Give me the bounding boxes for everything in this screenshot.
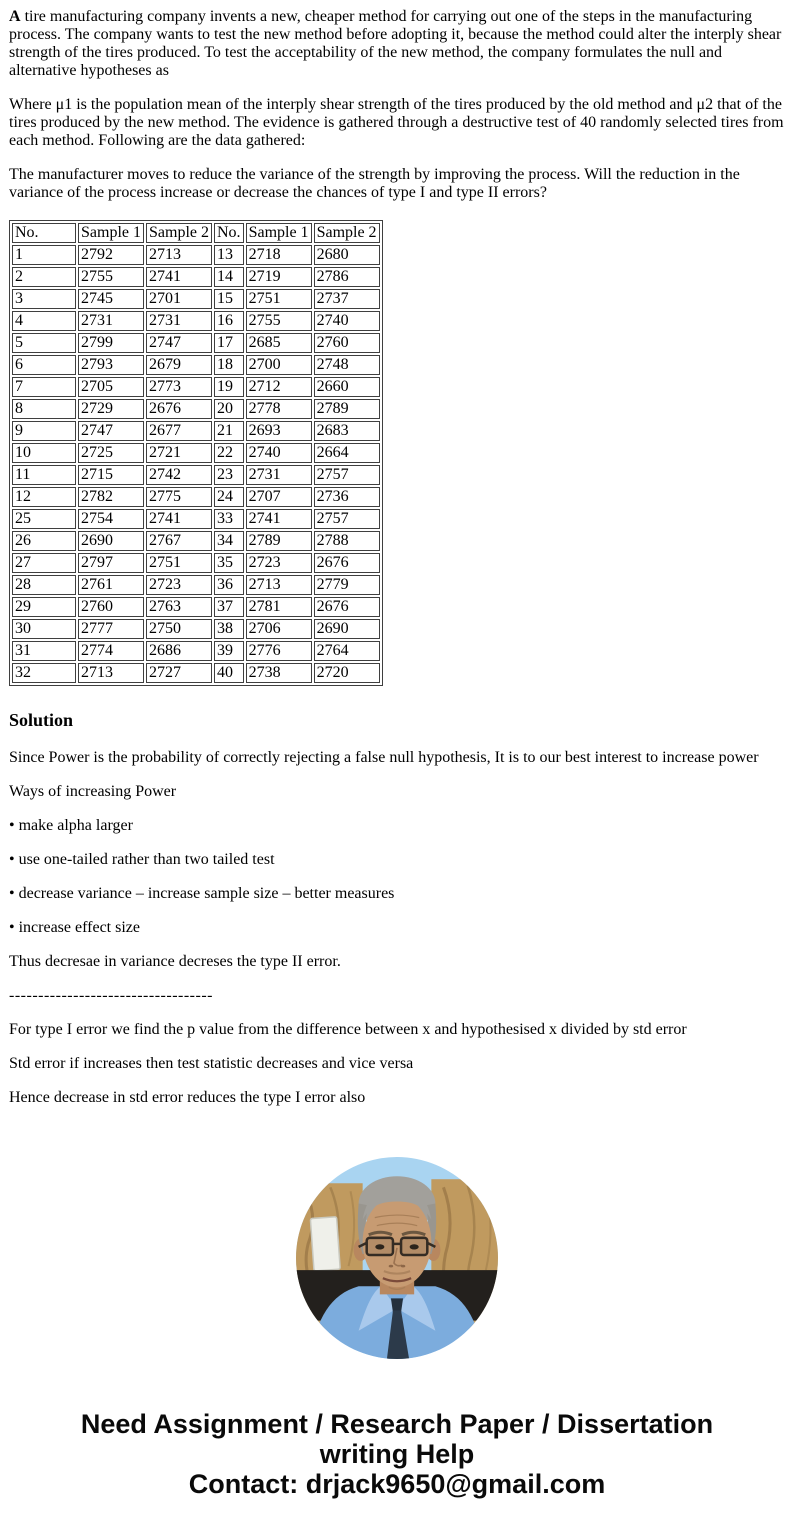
table-cell: 5 xyxy=(12,333,76,353)
solution-bullet-1: • make alpha larger xyxy=(9,817,133,834)
tutor-photo-container xyxy=(9,1157,785,1359)
table-cell: 3 xyxy=(12,289,76,309)
table-cell: 2738 xyxy=(246,663,312,683)
table-cell: 18 xyxy=(214,355,244,375)
table-cell: 33 xyxy=(214,509,244,529)
table-cell: 2690 xyxy=(78,531,144,551)
table-row xyxy=(12,443,380,463)
table-header-cell: Sample 2 xyxy=(314,223,380,243)
table-cell: 16 xyxy=(214,311,244,331)
table-cell: 2676 xyxy=(146,399,212,419)
table-cell: 2755 xyxy=(78,267,144,287)
table-cell: 2705 xyxy=(78,377,144,397)
table-cell: 2723 xyxy=(146,575,212,595)
table-cell: 17 xyxy=(214,333,244,353)
table-cell: 2680 xyxy=(314,245,380,265)
table-header-cell: No. xyxy=(214,223,244,243)
solution-paragraph-hence: Hence decrease in std error reduces the type I error also xyxy=(9,1089,366,1106)
footer-promo-text xyxy=(9,1409,785,1499)
table-row xyxy=(12,223,380,243)
table-cell: 2693 xyxy=(246,421,312,441)
table-cell: 2760 xyxy=(314,333,380,353)
table-cell: 2747 xyxy=(78,421,144,441)
table-cell: 2737 xyxy=(314,289,380,309)
table-cell: 2660 xyxy=(314,377,380,397)
table-cell: 2664 xyxy=(314,443,380,463)
table-cell: 2792 xyxy=(78,245,144,265)
table-cell: 2751 xyxy=(146,553,212,573)
table-cell: 35 xyxy=(214,553,244,573)
table-cell: 37 xyxy=(214,597,244,617)
photo-tie-knot xyxy=(391,1298,403,1312)
table-row xyxy=(12,333,380,353)
photo-switch-plate xyxy=(310,1217,340,1271)
table-cell: 2723 xyxy=(246,553,312,573)
table-cell: 2786 xyxy=(314,267,380,287)
table-cell: 2718 xyxy=(246,245,312,265)
table-cell: 28 xyxy=(12,575,76,595)
table-cell: 2725 xyxy=(78,443,144,463)
table-cell: 2713 xyxy=(246,575,312,595)
table-cell: 2715 xyxy=(78,465,144,485)
table-cell: 2779 xyxy=(314,575,380,595)
table-cell: 2760 xyxy=(78,597,144,617)
table-row xyxy=(12,619,380,639)
footer-line-2: writing Help xyxy=(319,1439,475,1469)
table-cell: 2777 xyxy=(78,619,144,639)
table-row xyxy=(12,421,380,441)
table-cell: 11 xyxy=(12,465,76,485)
intro-paragraph-1 xyxy=(9,8,785,80)
solution-bullet-2: • use one-tailed rather than two tailed test xyxy=(9,851,275,868)
tutor-portrait-photo xyxy=(296,1157,498,1359)
table-cell: 10 xyxy=(12,443,76,463)
table-cell: 2775 xyxy=(146,487,212,507)
table-row xyxy=(12,487,380,507)
table-row xyxy=(12,641,380,661)
table-cell: 2731 xyxy=(78,311,144,331)
table-cell: 9 xyxy=(12,421,76,441)
table-cell: 2757 xyxy=(314,509,380,529)
table-header-row xyxy=(12,223,380,243)
table-cell: 2727 xyxy=(146,663,212,683)
solution-paragraph-stderror: Std error if increases then test statistic decreases and vice versa xyxy=(9,1055,414,1072)
table-cell: 2741 xyxy=(146,509,212,529)
table-cell: 2763 xyxy=(146,597,212,617)
table-cell: 2729 xyxy=(78,399,144,419)
table-cell: 2679 xyxy=(146,355,212,375)
table-cell: 2776 xyxy=(246,641,312,661)
table-row xyxy=(12,399,380,419)
table-cell: 8 xyxy=(12,399,76,419)
table-cell: 2721 xyxy=(146,443,212,463)
table-cell: 2736 xyxy=(314,487,380,507)
table-header-cell: Sample 1 xyxy=(246,223,312,243)
solution-bullet-3: • decrease variance – increase sample size – better measures xyxy=(9,885,395,902)
intro-paragraph-2: Where μ1 is the population mean of the interply shear strength of the tires produced by the old method and μ2 that of the tires produced by the new method. The evidence is gathered through a destructive test of 40 randomly selected tires from each method. Following are the data gathered: xyxy=(9,96,784,149)
footer-line-1: Need Assignment / Research Paper / Dissertation xyxy=(80,1409,714,1439)
table-cell: 2788 xyxy=(314,531,380,551)
footer-contact-email: Contact: drjack9650@gmail.com xyxy=(188,1469,606,1499)
table-header-cell: Sample 2 xyxy=(146,223,212,243)
table-cell: 22 xyxy=(214,443,244,463)
solution-paragraph-type1: For type I error we find the p value from the difference between x and hypothesised x divided by std error xyxy=(9,1021,687,1038)
table-cell: 2713 xyxy=(146,245,212,265)
solution-paragraph-ways: Ways of increasing Power xyxy=(9,783,177,800)
table-cell: 19 xyxy=(214,377,244,397)
data-table xyxy=(9,220,383,686)
table-cell: 6 xyxy=(12,355,76,375)
table-cell: 2676 xyxy=(314,597,380,617)
dashed-divider: ----------------------------------- xyxy=(9,987,213,1004)
table-cell: 36 xyxy=(214,575,244,595)
table-cell: 2764 xyxy=(314,641,380,661)
table-cell: 2747 xyxy=(146,333,212,353)
table-cell: 21 xyxy=(214,421,244,441)
table-cell: 2741 xyxy=(246,509,312,529)
table-cell: 2789 xyxy=(246,531,312,551)
table-cell: 30 xyxy=(12,619,76,639)
solution-bullet-4: • increase effect size xyxy=(9,919,140,936)
table-row xyxy=(12,267,380,287)
table-row xyxy=(12,509,380,529)
table-cell: 2778 xyxy=(246,399,312,419)
table-cell: 2685 xyxy=(246,333,312,353)
table-cell: 2767 xyxy=(146,531,212,551)
table-cell: 20 xyxy=(214,399,244,419)
table-cell: 40 xyxy=(214,663,244,683)
table-cell: 2712 xyxy=(246,377,312,397)
table-row xyxy=(12,311,380,331)
table-cell: 2742 xyxy=(146,465,212,485)
table-cell: 23 xyxy=(214,465,244,485)
table-cell: 14 xyxy=(214,267,244,287)
table-cell: 31 xyxy=(12,641,76,661)
table-header-cell: No. xyxy=(12,223,76,243)
table-cell: 25 xyxy=(12,509,76,529)
table-cell: 2706 xyxy=(246,619,312,639)
table-cell: 29 xyxy=(12,597,76,617)
table-cell: 2799 xyxy=(78,333,144,353)
table-cell: 2701 xyxy=(146,289,212,309)
table-cell: 2700 xyxy=(246,355,312,375)
table-cell: 2 xyxy=(12,267,76,287)
table-cell: 2761 xyxy=(78,575,144,595)
table-cell: 2789 xyxy=(314,399,380,419)
table-row xyxy=(12,597,380,617)
table-cell: 2782 xyxy=(78,487,144,507)
table-row xyxy=(12,575,380,595)
intro-lead-letter: A xyxy=(9,8,21,25)
table-cell: 2741 xyxy=(146,267,212,287)
table-body xyxy=(12,245,380,683)
table-cell: 2686 xyxy=(146,641,212,661)
table-cell: 2719 xyxy=(246,267,312,287)
table-cell: 2754 xyxy=(78,509,144,529)
table-cell: 2720 xyxy=(314,663,380,683)
table-row xyxy=(12,355,380,375)
intro-paragraph-3: The manufacturer moves to reduce the variance of the strength by improving the process. Will the reduction in the variance of the process increase or decrease the chances of type I and type II errors? xyxy=(9,166,740,201)
table-cell: 2773 xyxy=(146,377,212,397)
table-row xyxy=(12,663,380,683)
table-cell: 2740 xyxy=(314,311,380,331)
intro-paragraph-1-text: tire manufacturing company invents a new, cheaper method for carrying out one of the steps in the manufacturing process. The company wants to test the new method before adopting it, because the method could alter the interply shear strength of the tires produced. To test the acceptability of the new method, the company formulates the null and alternative hypotheses as xyxy=(9,8,782,79)
table-cell: 2793 xyxy=(78,355,144,375)
table-cell: 2731 xyxy=(146,311,212,331)
table-cell: 2781 xyxy=(246,597,312,617)
table-cell: 34 xyxy=(214,531,244,551)
table-cell: 2797 xyxy=(78,553,144,573)
table-header-cell: Sample 1 xyxy=(78,223,144,243)
table-cell: 2748 xyxy=(314,355,380,375)
table-cell: 2713 xyxy=(78,663,144,683)
table-cell: 2676 xyxy=(314,553,380,573)
table-cell: 1 xyxy=(12,245,76,265)
table-row xyxy=(12,553,380,573)
table-cell: 2751 xyxy=(246,289,312,309)
table-cell: 4 xyxy=(12,311,76,331)
table-cell: 2731 xyxy=(246,465,312,485)
table-cell: 2755 xyxy=(246,311,312,331)
table-cell: 15 xyxy=(214,289,244,309)
table-cell: 39 xyxy=(214,641,244,661)
table-cell: 24 xyxy=(214,487,244,507)
table-cell: 13 xyxy=(214,245,244,265)
table-cell: 2774 xyxy=(78,641,144,661)
table-row xyxy=(12,245,380,265)
table-row xyxy=(12,531,380,551)
solution-paragraph-power: Since Power is the probability of correctly rejecting a false null hypothesis, It is to our best interest to increase power xyxy=(9,749,759,766)
table-cell: 2745 xyxy=(78,289,144,309)
table-cell: 2757 xyxy=(314,465,380,485)
table-cell: 2683 xyxy=(314,421,380,441)
table-cell: 2690 xyxy=(314,619,380,639)
table-cell: 38 xyxy=(214,619,244,639)
table-cell: 26 xyxy=(12,531,76,551)
solution-paragraph-thus: Thus decresae in variance decreses the type II error. xyxy=(9,953,341,970)
table-cell: 27 xyxy=(12,553,76,573)
table-cell: 2707 xyxy=(246,487,312,507)
solution-heading: Solution xyxy=(9,710,74,730)
table-row xyxy=(12,289,380,309)
tutor-portrait-illustration xyxy=(296,1157,498,1359)
table-cell: 12 xyxy=(12,487,76,507)
table-cell: 2740 xyxy=(246,443,312,463)
table-cell: 32 xyxy=(12,663,76,683)
table-cell: 7 xyxy=(12,377,76,397)
table-row xyxy=(12,465,380,485)
table-row xyxy=(12,377,380,397)
table-cell: 2677 xyxy=(146,421,212,441)
table-cell: 2750 xyxy=(146,619,212,639)
